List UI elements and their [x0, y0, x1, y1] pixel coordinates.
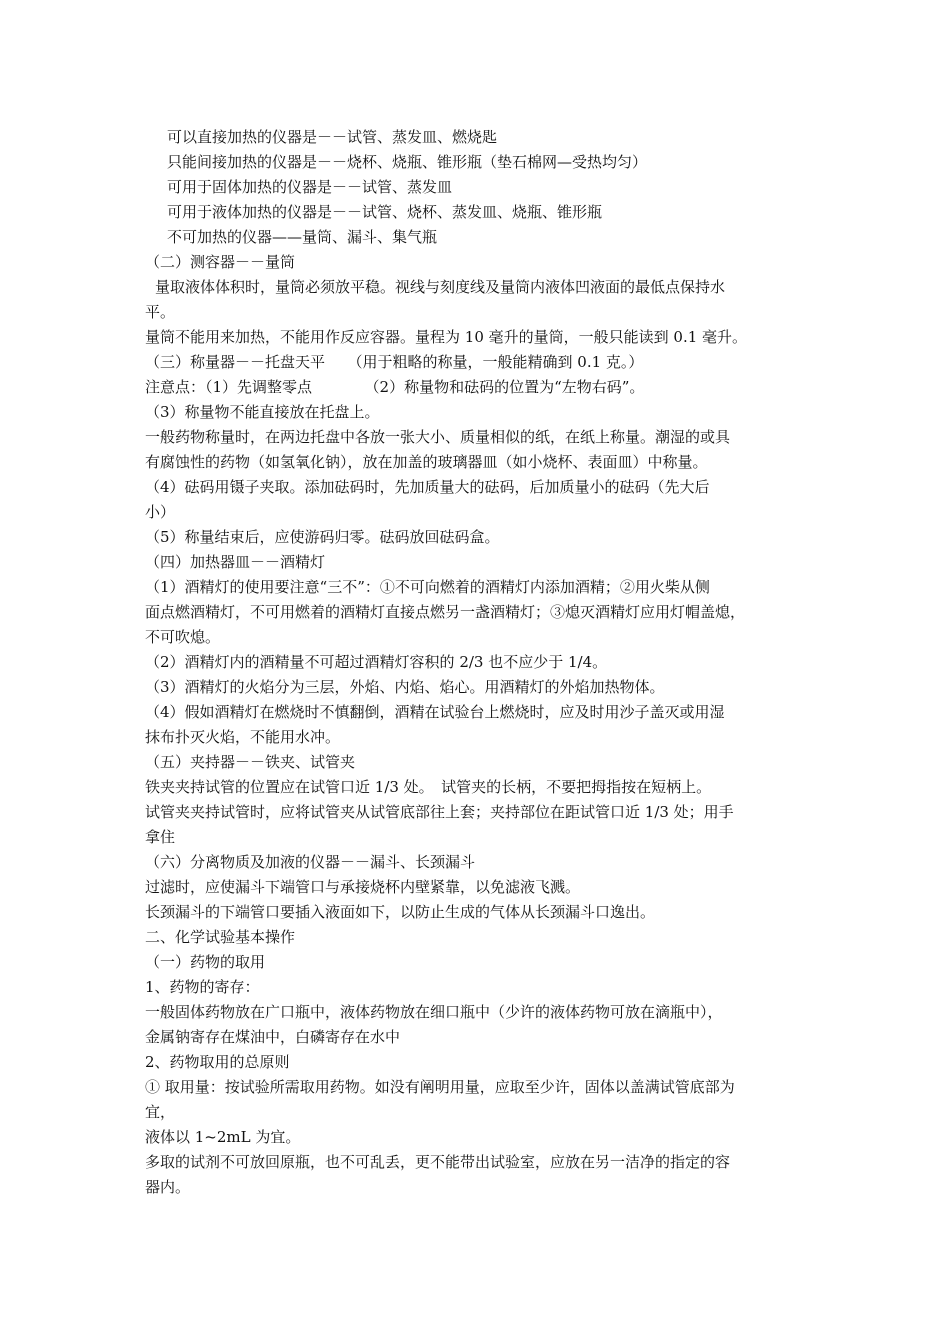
text-line: 多取的试剂不可放回原瓶，也不可乱丢，更不能带出试验室，应放在另一洁净的指定的容: [145, 1153, 731, 1171]
text-line: 抹布扑灭火焰，不能用水冲。: [145, 728, 341, 746]
text-line: 1、药物的寄存：: [145, 978, 260, 996]
text-line: 只能间接加热的仪器是－－烧杯、烧瓶、锥形瓶（垫石棉网—受热均匀）: [167, 153, 648, 171]
text-line: 试管夹夹持试管时，应将试管夹从试管底部往上套；夹持部位在距试管口近 1/3 处；用手: [145, 803, 734, 821]
text-line: （3）酒精灯的火焰分为三层，外焰、内焰、焰心。用酒精灯的外焰加热物体。: [145, 678, 665, 696]
text-line: 平。: [145, 303, 176, 321]
text-line: 可用于固体加热的仪器是－－试管、蒸发皿: [167, 178, 453, 196]
text-line: （5）称量结束后，应使游码归零。砝码放回砝码盒。: [145, 528, 500, 546]
text-line: （四）加热器皿－－酒精灯: [145, 553, 326, 571]
text-line: （二）测容器－－量筒: [145, 253, 296, 271]
text-line: 小）: [145, 503, 176, 521]
text-line: 量筒不能用来加热，不能用作反应容器。量程为 10 毫升的量筒，一般只能读到 0.1 毫升。: [145, 328, 748, 346]
text-line: （4）假如酒精灯在燃烧时不慎翻倒，酒精在试验台上燃烧时，应及时用沙子盖灭或用湿: [145, 703, 725, 721]
text-line: （六）分离物质及加液的仪器－－漏斗、长颈漏斗: [145, 853, 476, 871]
text-line: 面点燃酒精灯，不可用燃着的酒精灯直接点燃另一盏酒精灯；③熄灭酒精灯应用灯帽盖熄，: [145, 603, 746, 621]
text-line: 量取液体体积时，量筒必须放平稳。视线与刻度线及量筒内液体凹液面的最低点保持水: [155, 278, 726, 296]
text-line: （一）药物的取用: [145, 953, 266, 971]
text-line: （2）酒精灯内的酒精量不可超过酒精灯容积的 2/3 也不应少于 1/4。: [145, 653, 608, 671]
text-line: 可以直接加热的仪器是－－试管、蒸发皿、燃烧匙: [167, 128, 498, 146]
text-line: 器内。: [145, 1178, 191, 1196]
text-line: 不可吹熄。: [145, 628, 221, 646]
text-line: 二、化学试验基本操作: [145, 928, 296, 946]
text-line: 铁夹夹持试管的位置应在试管口近 1/3 处。 试管夹的长柄，不要把拇指按在短柄上。: [145, 778, 712, 796]
text-line: （1）酒精灯的使用要注意“三不”：①不可向燃着的酒精灯内添加酒精；②用火柴从侧: [145, 578, 710, 596]
text-line: （三）称量器－－托盘天平 （用于粗略的称量，一般能精确到 0.1 克。）: [145, 353, 644, 371]
text-line: 有腐蚀性的药物（如氢氧化钠），放在加盖的玻璃器皿（如小烧杯、表面皿）中称量。: [145, 453, 708, 471]
document-body: [145, 125, 805, 1200]
text-line: 注意点：（1）先调整零点 （2）称量物和砝码的位置为“左物右码”。: [145, 378, 645, 396]
text-line: 2、药物取用的总原则: [145, 1053, 290, 1071]
text-line: 一般药物称量时，在两边托盘中各放一张大小、质量相似的纸，在纸上称量。潮湿的或具: [145, 428, 731, 446]
text-line: （五）夹持器－－铁夹、试管夹: [145, 753, 356, 771]
text-line: ① 取用量：按试验所需取用药物。如没有阐明用量，应取至少许，固体以盖满试管底部为: [145, 1078, 735, 1096]
text-line: 长颈漏斗的下端管口要插入液面如下，以防止生成的气体从长颈漏斗口逸出。: [145, 903, 656, 921]
text-line: 不可加热的仪器——量筒、漏斗、集气瓶: [167, 228, 438, 246]
text-line: 宜，: [145, 1103, 176, 1121]
text-line: 拿住: [145, 828, 176, 846]
text-line: （3）称量物不能直接放在托盘上。: [145, 403, 380, 421]
text-line: 液体以 1~2mL 为宜。: [145, 1128, 301, 1146]
text-line: 一般固体药物放在广口瓶中，液体药物放在细口瓶中（少许的液体药物可放在滴瓶中），: [145, 1003, 723, 1021]
text-line: （4）砝码用镊子夹取。添加砝码时，先加质量大的砝码，后加质量小的砝码（先大后: [145, 478, 710, 496]
text-line: 过滤时，应使漏斗下端管口与承接烧杯内壁紧靠，以免滤液飞溅。: [145, 878, 581, 896]
text-line: 金属钠寄存在煤油中，白磷寄存在水中: [145, 1028, 401, 1046]
text-line: 可用于液体加热的仪器是－－试管、烧杯、蒸发皿、烧瓶、锥形瓶: [167, 203, 603, 221]
